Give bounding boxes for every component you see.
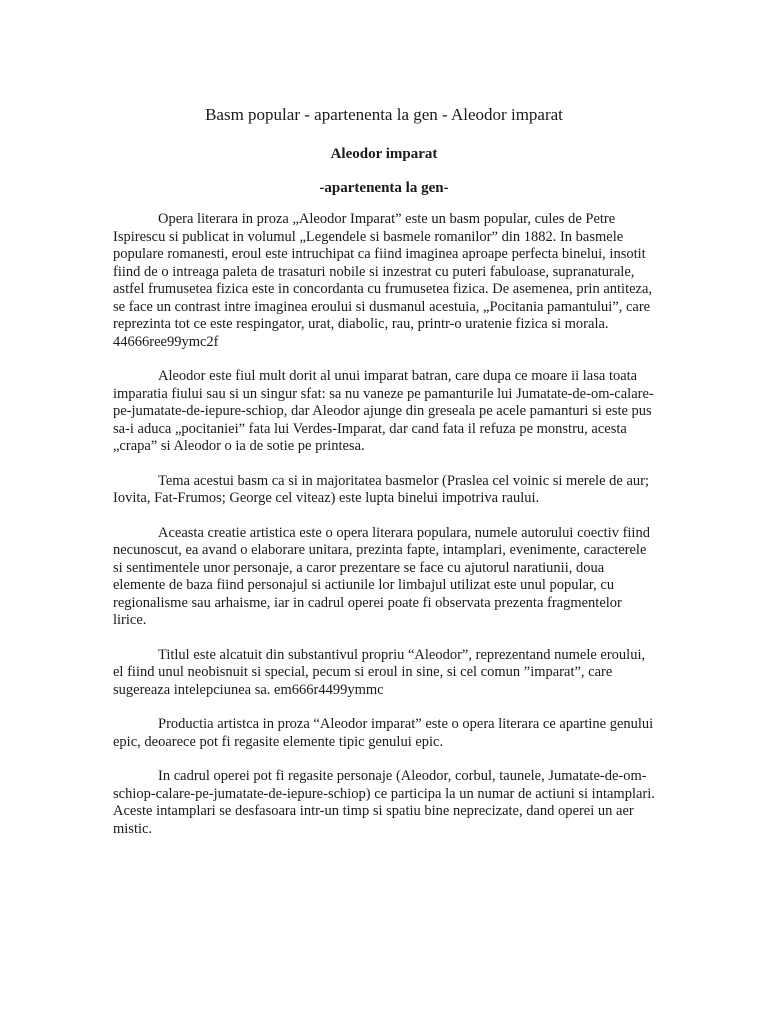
document-subtitle: Aleodor imparat (330, 146, 438, 162)
paragraph-characteristics: Aceasta creatie artistica este o opera literara populara, numele autorului coectiv fiind necunoscut, ea avand o elaborare unitara, prezinta fapte, intamplari, evenimente, caracterele si sentimentele unor personaje, a caror prezentare se face cu ajutorul naratiunii, doua elemente de baza fiind personajul si actiunile lor limbajul utilizat este unul popular, cu regionalisme sau arhaisme, iar in cadrul operei poate fi observata prezenta fragmentelor lirice. (113, 524, 650, 628)
document-body (113, 211, 658, 855)
paragraph-plot: Aleodor este fiul mult dorit al unui imparat batran, care dupa ce moare ii lasa toata imparatia fiului sau si un singur sfat: sa nu vaneze pe pamanturile lui Jumatate-de-om-calare-pe-jumatate-de-iepure-schiop, dar Aleodor ajunge din greseala pe acele pamanturi si este pus sa-i aduca „pocitaniei” fata lui Verdes-Imparat, dar cand fata il refuza pe monstru, acesta „crapa” si Aleodor o ia de sotie pe printesa. (113, 368, 654, 454)
document-title: Basm popular - apartenenta la gen - Aleodor imparat (205, 105, 563, 124)
document-section-heading: -apartenenta la gen- (319, 180, 449, 196)
paragraph-characters: In cadrul operei pot fi regasite personaje (Aleodor, corbul, taunele, Jumatate-de-om-schiop-calare-pe-jumatate-de-iepure-schiop) ce participa la un numar de actiuni si intamplari. Aceste intamplari se desfasoara intr-un timp si spatiu bine neprecizate, dand operei un aer mistic. (113, 768, 655, 837)
paragraph-intro: Opera literara in proza „Aleodor Imparat” este un basm popular, cules de Petre Ispirescu si publicat in volumul „Legendele si basmele romanilor” din 1882. In basmele populare romanesti, eroul este intruchipat ca fiind imaginea aproape perfecta binelui, insotit fiind de o intreaga paleta de trasaturi nobile si inzestrat cu puteri fabuloase, supranaturale, astfel frumusetea fizica este in concordanta cu frumusetea fizica. De asemenea, prin antiteza, se face un contrast intre imaginea eroului si dusmanul acestuia, „Pocitania pamantului”, care reprezinta tot ce este respingator, urat, diabolic, rau, printr-o uratenie fizica si morala. 44666ree99ymc2f (113, 211, 653, 350)
paragraph-epic-genre: Productia artistca in proza “Aleodor imparat” este o opera literara ce apartine genului epic, deoarece pot fi regasite elemente tipic genului epic. (113, 716, 654, 750)
paragraph-title-meaning: Titlul este alcatuit din substantivul propriu “Aleodor”, reprezentand numele eroului, el fiind unul neobisnuit si special, pecum si eroul in sine, si cel comun ”imparat”, care sugereaza intelepciunea sa. em666r4499ymmc (113, 646, 646, 698)
paragraph-theme: Tema acestui basm ca si in majoritatea basmelor (Praslea cel voinic si merele de aur; Iovita, Fat-Frumos; George cel viteaz) este lupta binelui impotriva raului. (113, 472, 649, 506)
